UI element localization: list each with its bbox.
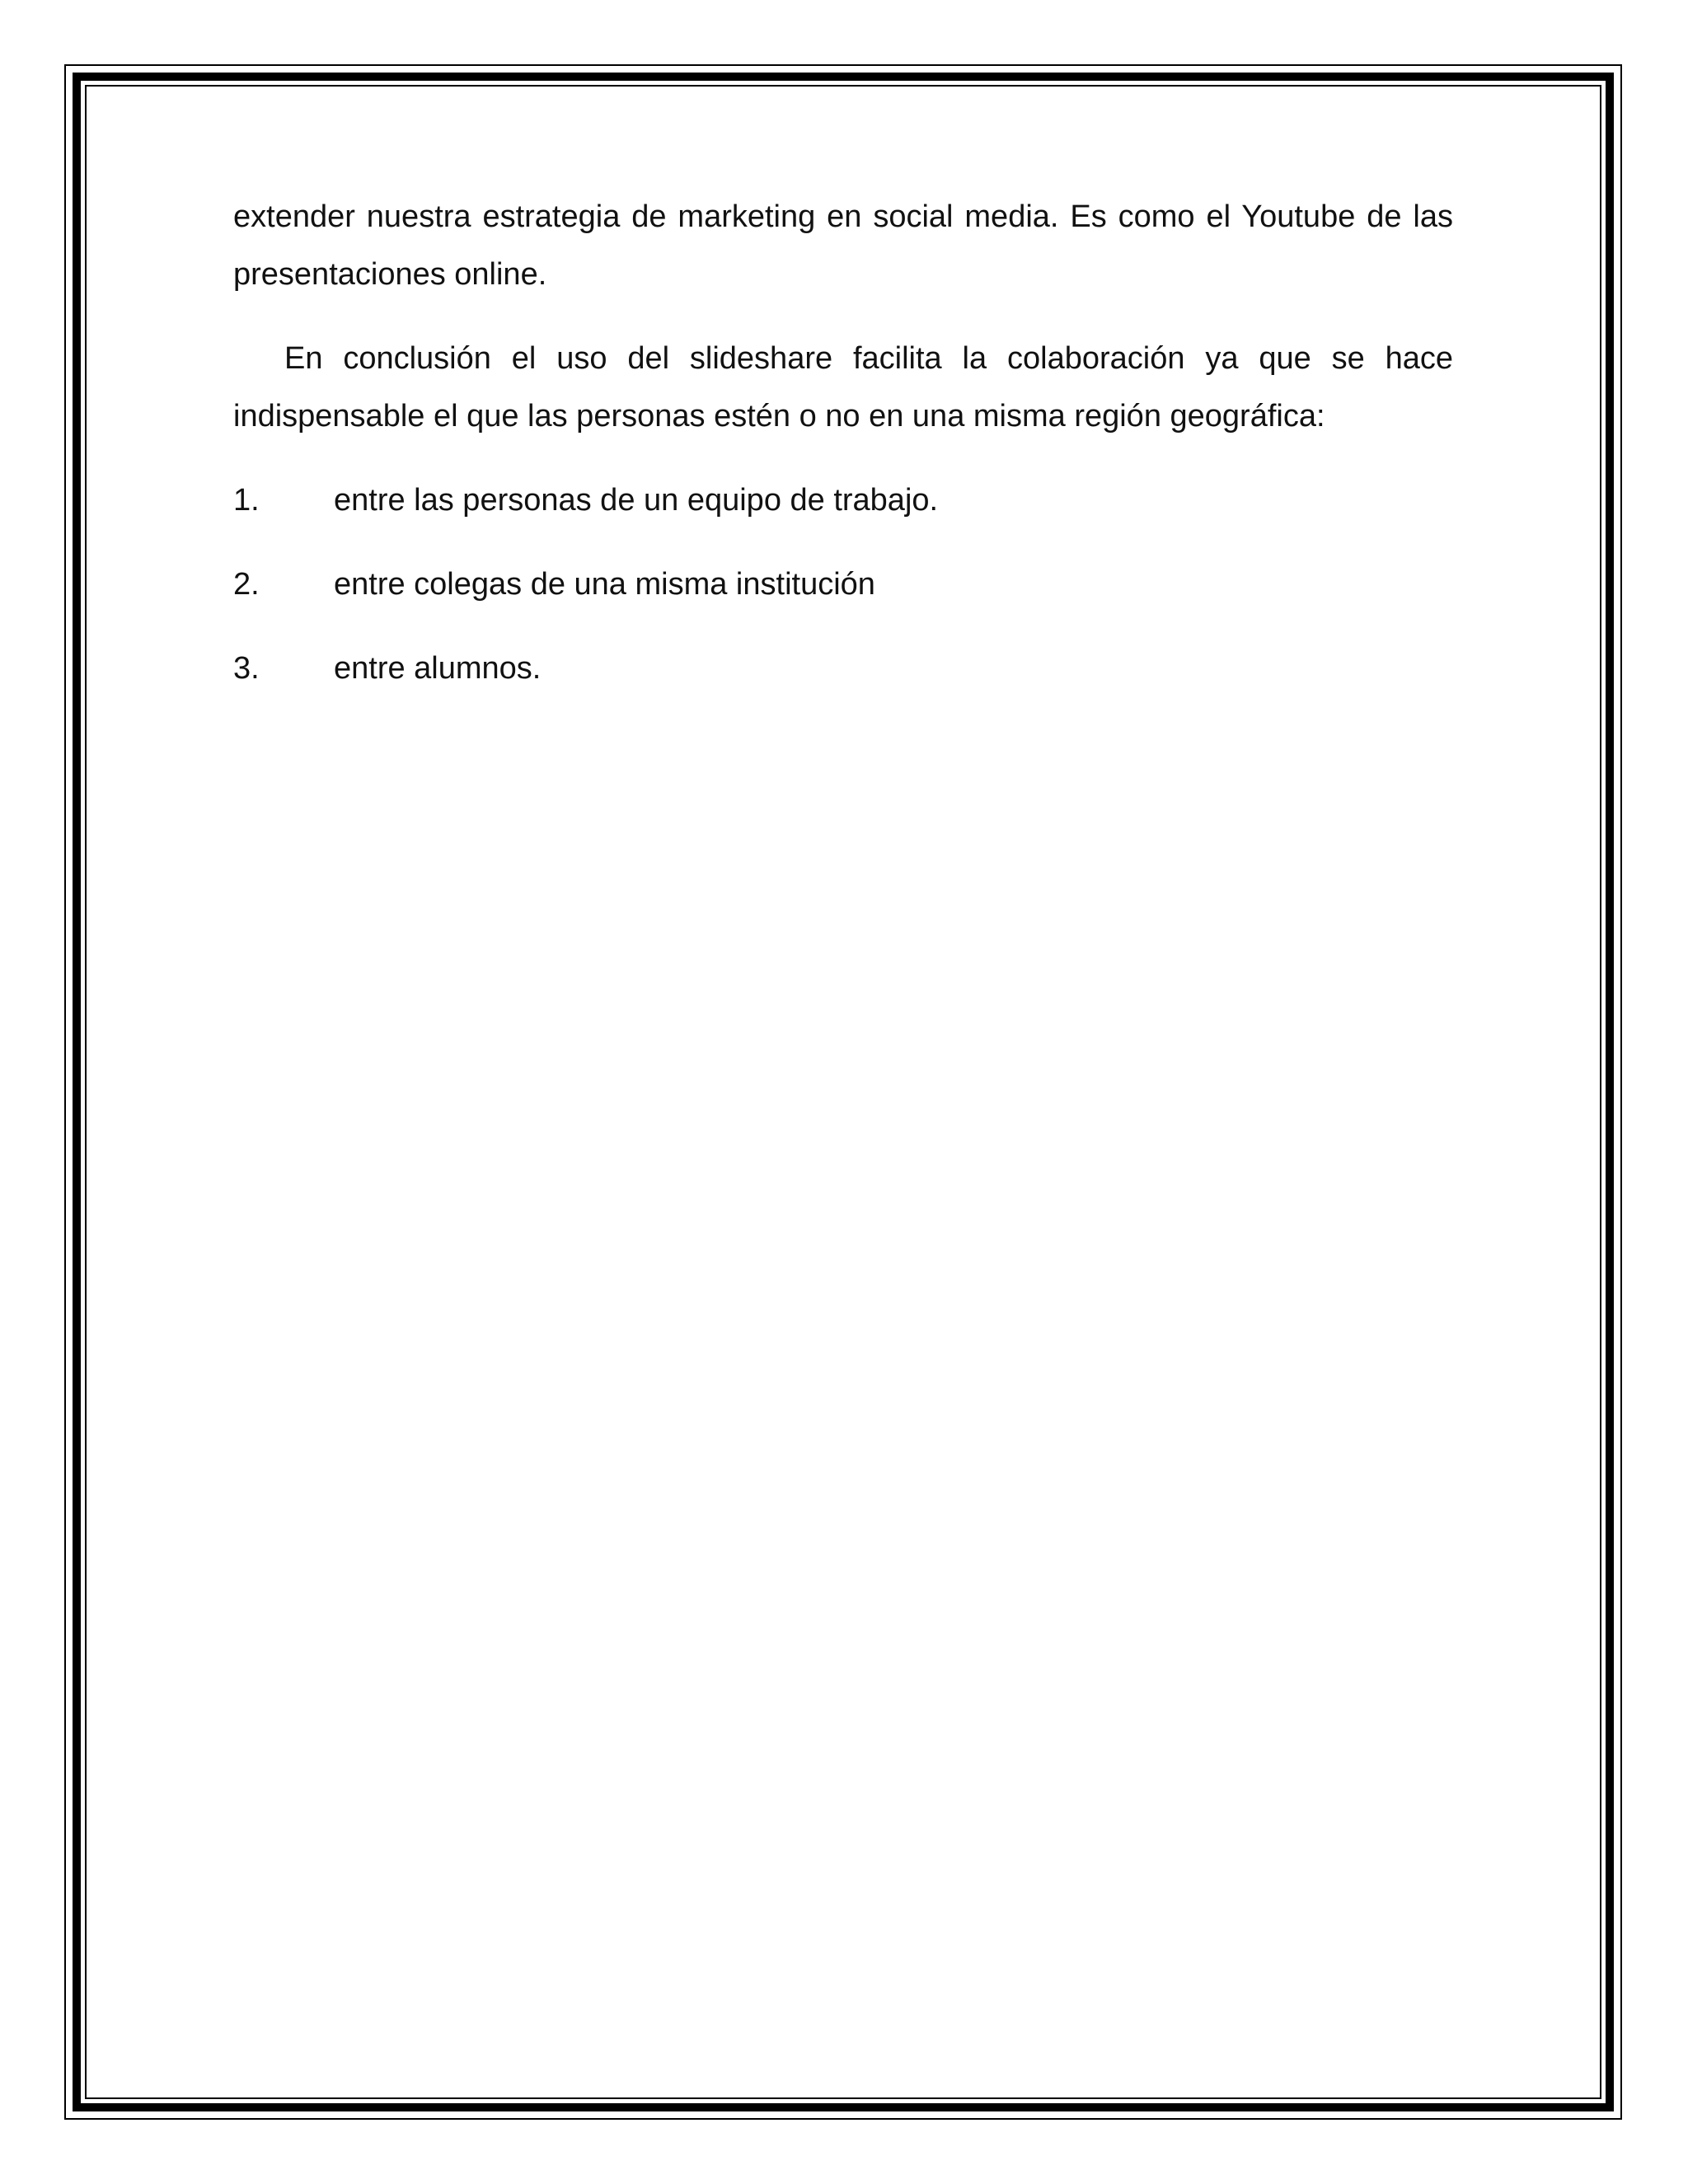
list-item-text: entre colegas de una misma institución: [334, 567, 875, 602]
list-item: [233, 555, 1453, 613]
document-body: [233, 188, 1453, 724]
list-item: [233, 640, 1453, 697]
list-item-text: entre alumnos.: [334, 651, 542, 686]
list-item-number: 3.: [233, 651, 260, 686]
paragraph-conclusion: En conclusión el uso del slideshare facilita la colaboración ya que se hace indispensable el que las personas estén o no en una misma región geográfica:: [233, 341, 1453, 434]
list-item-number: 1.: [233, 483, 260, 518]
list-item-number: 2.: [233, 567, 260, 602]
list-item-text: entre las personas de un equipo de trabajo.: [334, 483, 939, 518]
numbered-list: [233, 471, 1453, 697]
list-item: [233, 471, 1453, 529]
paragraph-continuation: extender nuestra estrategia de marketing en social media. Es como el Youtube de las presentaciones online.: [233, 199, 1453, 292]
